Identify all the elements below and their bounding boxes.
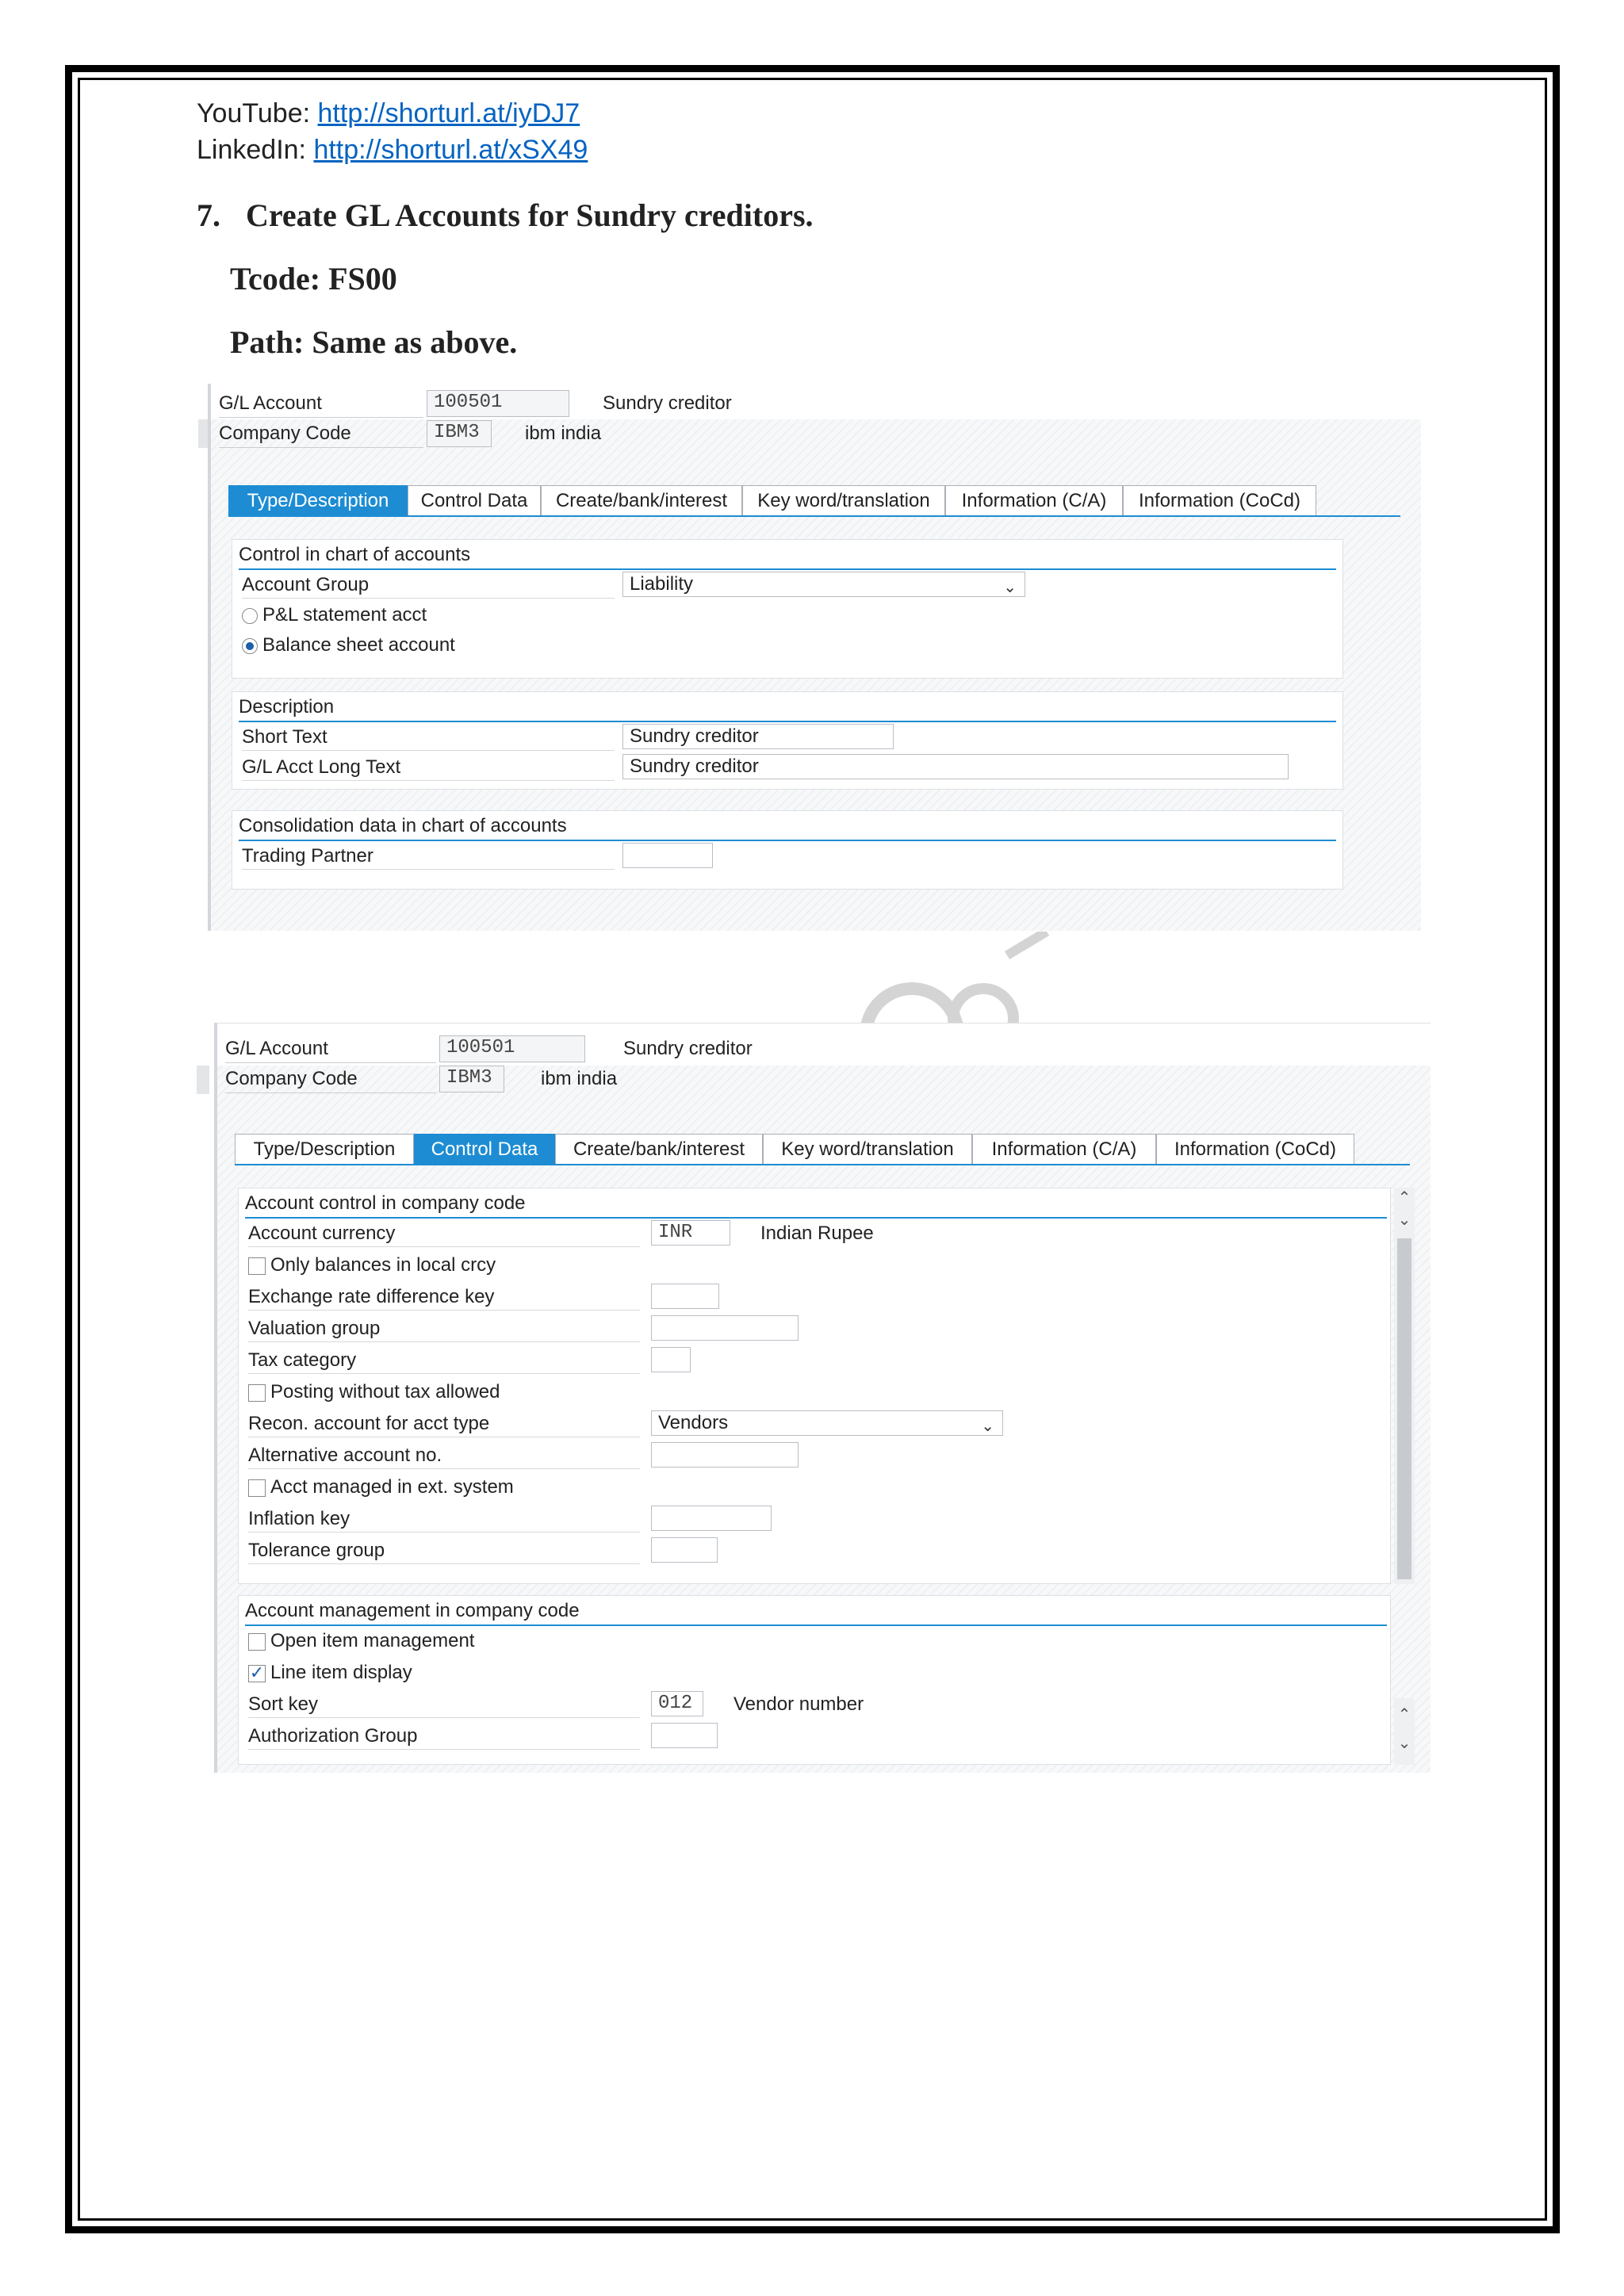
sort-key-label: Sort key bbox=[248, 1691, 640, 1718]
short-text-label: Short Text bbox=[242, 724, 615, 751]
tab-key-word-translation[interactable]: Key word/translation bbox=[742, 485, 945, 515]
gl-account-label: G/L Account bbox=[219, 390, 423, 418]
watermark-logo bbox=[856, 932, 1063, 1027]
valuation-group-label: Valuation group bbox=[248, 1315, 640, 1342]
left-edge bbox=[214, 1023, 217, 1773]
trading-partner-label: Trading Partner bbox=[242, 843, 615, 870]
valuation-group-row bbox=[248, 1315, 1358, 1342]
trading-partner-field[interactable] bbox=[622, 843, 713, 868]
youtube-link[interactable]: http://shorturl.at/iyDJ7 bbox=[317, 98, 580, 128]
account-group-row bbox=[242, 572, 1336, 599]
account-management-group bbox=[238, 1595, 1391, 1765]
sap-screen-control-data bbox=[214, 1023, 1431, 1773]
currency-label: Account currency bbox=[248, 1220, 640, 1247]
open-item-checkbox[interactable] bbox=[248, 1633, 266, 1651]
account-management-title: Account management in company code bbox=[245, 1598, 1387, 1626]
only-balances-label: Only balances in local crcy bbox=[270, 1254, 496, 1276]
company-code-desc: ibm india bbox=[541, 1068, 618, 1089]
radio-bs-row[interactable] bbox=[242, 632, 455, 659]
sort-key-desc: Vendor number bbox=[733, 1693, 864, 1715]
auth-group-field[interactable] bbox=[651, 1723, 718, 1748]
tax-category-label: Tax category bbox=[248, 1347, 640, 1374]
youtube-line bbox=[197, 95, 588, 132]
section-heading bbox=[197, 197, 814, 234]
scrollbar-thumb[interactable] bbox=[1397, 1238, 1411, 1579]
tab-control-data[interactable]: Control Data bbox=[408, 485, 541, 515]
tab-type-description[interactable]: Type/Description bbox=[228, 485, 408, 515]
company-code-label: Company Code bbox=[219, 420, 423, 448]
tcode-text: Tcode: FS00 bbox=[230, 261, 397, 297]
path-text: Path: Same as above. bbox=[230, 324, 518, 360]
inflation-key-label: Inflation key bbox=[248, 1506, 640, 1533]
tax-category-field[interactable] bbox=[651, 1347, 691, 1372]
tab-control-data[interactable]: Control Data bbox=[414, 1134, 555, 1164]
tab-information-cocd[interactable]: Information (CoCd) bbox=[1123, 485, 1316, 515]
short-text-row bbox=[242, 724, 1336, 751]
tolerance-group-label: Tolerance group bbox=[248, 1537, 640, 1564]
trading-partner-row bbox=[242, 843, 1336, 870]
chevron-down-icon[interactable]: ⌄ bbox=[1397, 1735, 1411, 1752]
youtube-label: YouTube: bbox=[197, 98, 318, 128]
company-code-desc: ibm india bbox=[525, 423, 602, 444]
radio-pl[interactable] bbox=[242, 608, 258, 624]
radio-bs[interactable] bbox=[242, 638, 258, 654]
short-text-field[interactable]: Sundry creditor bbox=[622, 724, 894, 749]
long-text-label: G/L Acct Long Text bbox=[242, 754, 615, 781]
chevron-up-icon[interactable]: ⌃ bbox=[1397, 1189, 1411, 1207]
long-text-row bbox=[242, 754, 1336, 781]
scrollbar-lower[interactable] bbox=[1394, 1698, 1415, 1765]
exchange-key-row bbox=[248, 1284, 1358, 1311]
company-code-field[interactable]: IBM3 bbox=[427, 420, 492, 447]
linkedin-label: LinkedIn: bbox=[197, 135, 314, 165]
linkedin-link[interactable]: http://shorturl.at/xSX49 bbox=[313, 135, 588, 165]
top-divider bbox=[214, 1023, 1431, 1024]
inflation-key-field[interactable] bbox=[651, 1506, 772, 1531]
only-balances-checkbox[interactable] bbox=[248, 1257, 266, 1275]
alt-account-field[interactable] bbox=[651, 1442, 799, 1468]
chevron-down-icon: ⌄ bbox=[1003, 579, 1017, 596]
tab-information-ca[interactable]: Information (C/A) bbox=[945, 485, 1123, 515]
gl-account-label: G/L Account bbox=[225, 1035, 436, 1063]
description-group bbox=[232, 691, 1343, 790]
tab-strip bbox=[235, 1134, 1410, 1165]
control-group-title: Control in chart of accounts bbox=[239, 541, 1336, 570]
posting-without-tax-row[interactable] bbox=[248, 1379, 500, 1406]
linkedin-line bbox=[197, 132, 588, 168]
consolidation-group-title: Consolidation data in chart of accounts bbox=[239, 813, 1336, 841]
gl-account-field[interactable]: 100501 bbox=[439, 1035, 585, 1062]
alt-account-row bbox=[248, 1442, 1358, 1469]
auth-group-label: Authorization Group bbox=[248, 1723, 640, 1750]
gl-account-desc: Sundry creditor bbox=[603, 392, 732, 414]
tolerance-group-field[interactable] bbox=[651, 1537, 718, 1563]
currency-desc: Indian Rupee bbox=[760, 1223, 874, 1244]
tab-type-description[interactable]: Type/Description bbox=[235, 1134, 414, 1164]
long-text-field[interactable]: Sundry creditor bbox=[622, 754, 1289, 779]
control-group bbox=[232, 539, 1343, 679]
line-item-row[interactable] bbox=[248, 1659, 412, 1686]
open-item-label: Open item management bbox=[270, 1630, 475, 1651]
tab-key-word-translation[interactable]: Key word/translation bbox=[763, 1134, 972, 1164]
recon-value: Vendors bbox=[658, 1412, 729, 1433]
sort-key-field[interactable]: 012 bbox=[651, 1691, 703, 1716]
recon-select[interactable] bbox=[651, 1410, 1003, 1436]
account-control-group bbox=[238, 1188, 1391, 1584]
radio-bs-label: Balance sheet account bbox=[262, 634, 455, 656]
posting-without-tax-label: Posting without tax allowed bbox=[270, 1381, 500, 1402]
valuation-group-field[interactable] bbox=[651, 1315, 799, 1341]
account-group-select[interactable] bbox=[622, 572, 1025, 597]
gl-account-desc: Sundry creditor bbox=[623, 1038, 753, 1059]
chevron-down-icon[interactable]: ⌄ bbox=[1397, 1211, 1411, 1229]
radio-pl-label: P&L statement acct bbox=[262, 604, 427, 626]
gl-account-field[interactable]: 100501 bbox=[427, 390, 569, 417]
line-item-label: Line item display bbox=[270, 1662, 412, 1683]
acct-ext-row[interactable] bbox=[248, 1474, 514, 1501]
tab-create-bank-interest[interactable]: Create/bank/interest bbox=[541, 485, 742, 515]
tab-information-cocd[interactable]: Information (CoCd) bbox=[1156, 1134, 1354, 1164]
section-title: Create GL Accounts for Sundry creditors. bbox=[246, 197, 814, 233]
open-item-row[interactable] bbox=[248, 1628, 474, 1655]
section-number: 7. bbox=[197, 197, 220, 233]
company-code-label: Company Code bbox=[225, 1066, 436, 1093]
line-item-checkbox[interactable]: ✓ bbox=[249, 1662, 265, 1682]
exchange-key-field[interactable] bbox=[651, 1284, 719, 1309]
posting-without-tax-checkbox[interactable] bbox=[248, 1384, 266, 1402]
account-group-label: Account Group bbox=[242, 572, 615, 599]
currency-row bbox=[248, 1220, 1358, 1247]
acct-ext-checkbox[interactable] bbox=[248, 1479, 266, 1497]
left-edge bbox=[208, 384, 211, 931]
sap-screen-type-description bbox=[208, 384, 1421, 931]
recon-row bbox=[248, 1410, 1358, 1437]
chevron-down-icon: ⌄ bbox=[981, 1418, 994, 1435]
only-balances-row[interactable] bbox=[248, 1252, 496, 1279]
tolerance-group-row bbox=[248, 1537, 1358, 1564]
tab-create-bank-interest[interactable]: Create/bank/interest bbox=[555, 1134, 763, 1164]
alt-account-label: Alternative account no. bbox=[248, 1442, 640, 1469]
recon-label: Recon. account for acct type bbox=[248, 1410, 640, 1437]
account-control-title: Account control in company code bbox=[245, 1190, 1387, 1219]
account-group-value: Liability bbox=[630, 573, 694, 595]
tax-category-row bbox=[248, 1347, 1358, 1374]
inflation-key-row bbox=[248, 1506, 1358, 1533]
left-marker bbox=[197, 1066, 209, 1094]
radio-pl-row[interactable] bbox=[242, 602, 427, 629]
chevron-up-icon[interactable]: ⌃ bbox=[1397, 1706, 1411, 1724]
links-block bbox=[197, 95, 588, 168]
currency-field[interactable]: INR bbox=[651, 1220, 730, 1246]
consolidation-group bbox=[232, 810, 1343, 890]
scrollbar-upper[interactable] bbox=[1394, 1188, 1415, 1584]
tab-strip bbox=[228, 485, 1400, 517]
auth-group-row bbox=[248, 1723, 1358, 1750]
description-group-title: Description bbox=[239, 694, 1336, 722]
company-code-field[interactable]: IBM3 bbox=[439, 1066, 504, 1093]
acct-ext-label: Acct managed in ext. system bbox=[270, 1476, 514, 1498]
exchange-key-label: Exchange rate difference key bbox=[248, 1284, 640, 1311]
sort-key-row bbox=[248, 1691, 1358, 1718]
tab-information-ca[interactable]: Information (C/A) bbox=[972, 1134, 1156, 1164]
